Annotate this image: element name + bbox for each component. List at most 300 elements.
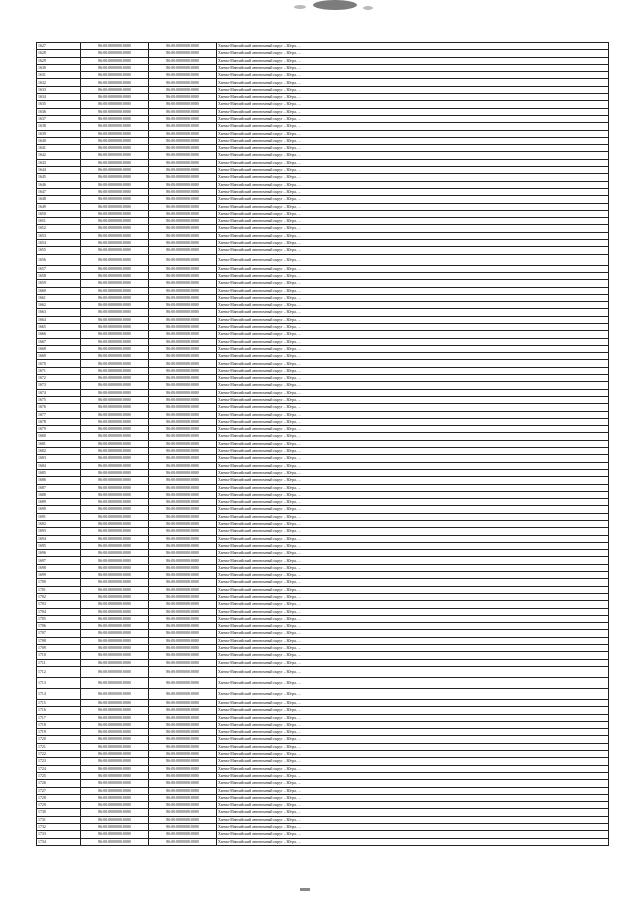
cadastral-number-secondary: 86:00:0000000:0000 <box>149 586 217 593</box>
row-number: 1725 <box>37 772 81 779</box>
table-row <box>37 265 609 272</box>
address-cell: Ханты-Мансийский автономный округ – Югра, ... <box>217 123 609 130</box>
table-row <box>37 499 609 506</box>
table-row <box>37 688 609 699</box>
table-row <box>37 167 609 174</box>
table-row <box>37 123 609 130</box>
address-cell: Ханты-Мансийский автономный округ – Югра, ... <box>217 181 609 188</box>
address-cell: Ханты-Мансийский автономный округ – Югра, ... <box>217 159 609 166</box>
cadastral-number-secondary: 86:00:0000000:0000 <box>149 254 217 265</box>
cadastral-number-secondary: 86:00:0000000:0000 <box>149 816 217 823</box>
row-number: 1639 <box>37 130 81 137</box>
address-cell: Ханты-Мансийский автономный округ – Югра, ... <box>217 652 609 659</box>
row-number: 1702 <box>37 593 81 600</box>
address-cell: Ханты-Мансийский автономный округ – Югра, ... <box>217 287 609 294</box>
row-number: 1698 <box>37 564 81 571</box>
cadastral-number-secondary: 86:00:0000000:0000 <box>149 707 217 714</box>
address-cell: Ханты-Мансийский автономный округ – Югра, ... <box>217 360 609 367</box>
table-row <box>37 396 609 403</box>
cadastral-number-secondary: 86:00:0000000:0000 <box>149 79 217 86</box>
row-number: 1670 <box>37 360 81 367</box>
cadastral-number-primary: 86:00:0000000:0000 <box>81 666 149 677</box>
table-row <box>37 780 609 787</box>
row-number: 1657 <box>37 265 81 272</box>
cadastral-number-primary: 86:00:0000000:0000 <box>81 188 149 195</box>
address-cell: Ханты-Мансийский автономный округ – Югра, ... <box>217 203 609 210</box>
cadastral-number-primary: 86:00:0000000:0000 <box>81 816 149 823</box>
cadastral-number-secondary: 86:00:0000000:0000 <box>149 210 217 217</box>
cadastral-number-secondary: 86:00:0000000:0000 <box>149 433 217 440</box>
cadastral-number-primary: 86:00:0000000:0000 <box>81 145 149 152</box>
row-number: 1631 <box>37 72 81 79</box>
row-number: 1648 <box>37 196 81 203</box>
row-number: 1723 <box>37 758 81 765</box>
table-row <box>37 181 609 188</box>
table-row <box>37 652 609 659</box>
address-cell: Ханты-Мансийский автономный округ – Югра, ... <box>217 316 609 323</box>
address-cell: Ханты-Мансийский автономный округ – Югра, ... <box>217 823 609 830</box>
cadastral-number-primary: 86:00:0000000:0000 <box>81 86 149 93</box>
row-number: 1697 <box>37 557 81 564</box>
cadastral-number-secondary: 86:00:0000000:0000 <box>149 557 217 564</box>
cadastral-number-secondary: 86:00:0000000:0000 <box>149 94 217 101</box>
address-cell: Ханты-Мансийский автономный округ – Югра, ... <box>217 677 609 688</box>
cadastral-number-secondary: 86:00:0000000:0000 <box>149 331 217 338</box>
cadastral-number-primary: 86:00:0000000:0000 <box>81 57 149 64</box>
row-number: 1658 <box>37 272 81 279</box>
address-cell: Ханты-Мансийский автономный округ – Югра, ... <box>217 137 609 144</box>
table-row <box>37 721 609 728</box>
cadastral-number-primary: 86:00:0000000:0000 <box>81 699 149 706</box>
cadastral-number-secondary: 86:00:0000000:0000 <box>149 218 217 225</box>
row-number: 1655 <box>37 247 81 254</box>
address-cell: Ханты-Мансийский автономный округ – Югра, ... <box>217 714 609 721</box>
cadastral-number-secondary: 86:00:0000000:0000 <box>149 123 217 130</box>
table-row <box>37 240 609 247</box>
table-row <box>37 272 609 279</box>
cadastral-number-secondary: 86:00:0000000:0000 <box>149 50 217 57</box>
table-row <box>37 294 609 301</box>
table-row <box>37 331 609 338</box>
address-cell: Ханты-Мансийский автономный округ – Югра, ... <box>217 751 609 758</box>
address-cell: Ханты-Мансийский автономный округ – Югра, ... <box>217 130 609 137</box>
address-cell: Ханты-Мансийский автономный округ – Югра, ... <box>217 601 609 608</box>
cadastral-number-primary: 86:00:0000000:0000 <box>81 751 149 758</box>
table-row <box>37 586 609 593</box>
table-row <box>37 831 609 838</box>
table-row <box>37 115 609 122</box>
cadastral-number-primary: 86:00:0000000:0000 <box>81 652 149 659</box>
cadastral-number-secondary: 86:00:0000000:0000 <box>149 615 217 622</box>
row-number: 1649 <box>37 203 81 210</box>
row-number: 1641 <box>37 145 81 152</box>
address-cell: Ханты-Мансийский автономный округ – Югра, ... <box>217 699 609 706</box>
address-cell: Ханты-Мансийский автономный округ – Югра, ... <box>217 272 609 279</box>
row-number: 1679 <box>37 426 81 433</box>
table-row <box>37 455 609 462</box>
row-number: 1656 <box>37 254 81 265</box>
row-number: 1633 <box>37 86 81 93</box>
cadastral-number-secondary: 86:00:0000000:0000 <box>149 440 217 447</box>
row-number: 1627 <box>37 43 81 50</box>
row-number: 1652 <box>37 225 81 232</box>
row-number: 1709 <box>37 645 81 652</box>
row-number: 1664 <box>37 316 81 323</box>
address-cell: Ханты-Мансийский автономный округ – Югра, ... <box>217 579 609 586</box>
cadastral-number-primary: 86:00:0000000:0000 <box>81 743 149 750</box>
cadastral-number-primary: 86:00:0000000:0000 <box>81 499 149 506</box>
cadastral-number-primary: 86:00:0000000:0000 <box>81 108 149 115</box>
table-row <box>37 601 609 608</box>
cadastral-number-primary: 86:00:0000000:0000 <box>81 535 149 542</box>
row-number: 1695 <box>37 542 81 549</box>
cadastral-number-primary: 86:00:0000000:0000 <box>81 557 149 564</box>
cadastral-number-primary: 86:00:0000000:0000 <box>81 382 149 389</box>
address-cell: Ханты-Мансийский автономный округ – Югра, ... <box>217 772 609 779</box>
row-number: 1666 <box>37 331 81 338</box>
cadastral-number-primary: 86:00:0000000:0000 <box>81 729 149 736</box>
row-number: 1733 <box>37 831 81 838</box>
cadastral-number-primary: 86:00:0000000:0000 <box>81 137 149 144</box>
cadastral-number-primary: 86:00:0000000:0000 <box>81 564 149 571</box>
row-number: 1692 <box>37 521 81 528</box>
table-row <box>37 809 609 816</box>
address-cell: Ханты-Мансийский автономный округ – Югра, ... <box>217 382 609 389</box>
row-number: 1703 <box>37 601 81 608</box>
cadastral-number-secondary: 86:00:0000000:0000 <box>149 272 217 279</box>
cadastral-number-secondary: 86:00:0000000:0000 <box>149 309 217 316</box>
table-row <box>37 418 609 425</box>
cadastral-number-primary: 86:00:0000000:0000 <box>81 615 149 622</box>
cadastral-number-secondary: 86:00:0000000:0000 <box>149 542 217 549</box>
address-cell: Ханты-Мансийский автономный округ – Югра, ... <box>217 637 609 644</box>
address-cell: Ханты-Мансийский автономный округ – Югра, ... <box>217 462 609 469</box>
cadastral-number-primary: 86:00:0000000:0000 <box>81 645 149 652</box>
table-row <box>37 94 609 101</box>
cadastral-number-secondary: 86:00:0000000:0000 <box>149 838 217 845</box>
table-row <box>37 758 609 765</box>
row-number: 1673 <box>37 382 81 389</box>
table-row <box>37 188 609 195</box>
row-number: 1714 <box>37 688 81 699</box>
cadastral-number-secondary: 86:00:0000000:0000 <box>149 637 217 644</box>
cadastral-number-primary: 86:00:0000000:0000 <box>81 593 149 600</box>
table-row <box>37 360 609 367</box>
cadastral-number-primary: 86:00:0000000:0000 <box>81 309 149 316</box>
row-number: 1710 <box>37 652 81 659</box>
address-cell: Ханты-Мансийский автономный округ – Югра, ... <box>217 145 609 152</box>
cadastral-number-secondary: 86:00:0000000:0000 <box>149 699 217 706</box>
table-row <box>37 528 609 535</box>
row-number: 1690 <box>37 506 81 513</box>
cadastral-number-primary: 86:00:0000000:0000 <box>81 736 149 743</box>
table-row <box>37 218 609 225</box>
address-cell: Ханты-Мансийский автономный округ – Югра, ... <box>217 404 609 411</box>
table-row <box>37 302 609 309</box>
address-cell: Ханты-Мансийский автономный округ – Югра, ... <box>217 426 609 433</box>
cadastral-number-secondary: 86:00:0000000:0000 <box>149 499 217 506</box>
cadastral-number-primary: 86:00:0000000:0000 <box>81 677 149 688</box>
cadastral-number-primary: 86:00:0000000:0000 <box>81 294 149 301</box>
row-number: 1662 <box>37 302 81 309</box>
cadastral-number-primary: 86:00:0000000:0000 <box>81 331 149 338</box>
table-row <box>37 623 609 630</box>
table-row <box>37 823 609 830</box>
row-number: 1635 <box>37 101 81 108</box>
cadastral-number-secondary: 86:00:0000000:0000 <box>149 294 217 301</box>
table-row <box>37 542 609 549</box>
cadastral-number-primary: 86:00:0000000:0000 <box>81 316 149 323</box>
cadastral-number-secondary: 86:00:0000000:0000 <box>149 389 217 396</box>
table-row <box>37 137 609 144</box>
address-cell: Ханты-Мансийский автономный округ – Югра, ... <box>217 167 609 174</box>
row-number: 1669 <box>37 353 81 360</box>
table-row <box>37 572 609 579</box>
cadastral-number-secondary: 86:00:0000000:0000 <box>149 115 217 122</box>
cadastral-number-primary: 86:00:0000000:0000 <box>81 623 149 630</box>
cadastral-number-secondary: 86:00:0000000:0000 <box>149 265 217 272</box>
cadastral-number-primary: 86:00:0000000:0000 <box>81 101 149 108</box>
cadastral-number-secondary: 86:00:0000000:0000 <box>149 521 217 528</box>
row-number: 1731 <box>37 816 81 823</box>
table-row <box>37 86 609 93</box>
address-cell: Ханты-Мансийский автономный округ – Югра, ... <box>217 838 609 845</box>
cadastral-number-primary: 86:00:0000000:0000 <box>81 608 149 615</box>
cadastral-number-primary: 86:00:0000000:0000 <box>81 247 149 254</box>
cadastral-number-secondary: 86:00:0000000:0000 <box>149 484 217 491</box>
row-number: 1728 <box>37 794 81 801</box>
cadastral-number-secondary: 86:00:0000000:0000 <box>149 729 217 736</box>
row-number: 1651 <box>37 218 81 225</box>
cadastral-number-primary: 86:00:0000000:0000 <box>81 521 149 528</box>
cadastral-number-primary: 86:00:0000000:0000 <box>81 630 149 637</box>
row-number: 1716 <box>37 707 81 714</box>
cadastral-number-secondary: 86:00:0000000:0000 <box>149 338 217 345</box>
cadastral-number-secondary: 86:00:0000000:0000 <box>149 411 217 418</box>
address-cell: Ханты-Мансийский автономный округ – Югра, ... <box>217 721 609 728</box>
row-number: 1684 <box>37 462 81 469</box>
cadastral-number-secondary: 86:00:0000000:0000 <box>149 513 217 520</box>
cadastral-number-secondary: 86:00:0000000:0000 <box>149 623 217 630</box>
row-number: 1707 <box>37 630 81 637</box>
table-row <box>37 254 609 265</box>
table-row <box>37 535 609 542</box>
row-number: 1708 <box>37 637 81 644</box>
cadastral-number-secondary: 86:00:0000000:0000 <box>149 43 217 50</box>
address-cell: Ханты-Мансийский автономный округ – Югра, ... <box>217 491 609 498</box>
cadastral-number-primary: 86:00:0000000:0000 <box>81 130 149 137</box>
cadastral-number-primary: 86:00:0000000:0000 <box>81 353 149 360</box>
cadastral-number-primary: 86:00:0000000:0000 <box>81 174 149 181</box>
row-number: 1726 <box>37 780 81 787</box>
cadastral-number-secondary: 86:00:0000000:0000 <box>149 72 217 79</box>
table-row <box>37 309 609 316</box>
row-number: 1688 <box>37 491 81 498</box>
cadastral-number-secondary: 86:00:0000000:0000 <box>149 528 217 535</box>
cadastral-number-primary: 86:00:0000000:0000 <box>81 528 149 535</box>
row-number: 1637 <box>37 115 81 122</box>
address-cell: Ханты-Мансийский автономный округ – Югра, ... <box>217 535 609 542</box>
cadastral-number-primary: 86:00:0000000:0000 <box>81 823 149 830</box>
row-number: 1659 <box>37 280 81 287</box>
row-number: 1719 <box>37 729 81 736</box>
cadastral-number-primary: 86:00:0000000:0000 <box>81 550 149 557</box>
cadastral-number-secondary: 86:00:0000000:0000 <box>149 287 217 294</box>
table-row <box>37 506 609 513</box>
address-cell: Ханты-Мансийский автономный округ – Югра, ... <box>217 280 609 287</box>
row-number: 1640 <box>37 137 81 144</box>
row-number: 1676 <box>37 404 81 411</box>
row-number: 1699 <box>37 572 81 579</box>
table-row <box>37 448 609 455</box>
table-row <box>37 659 609 666</box>
cadastral-number-primary: 86:00:0000000:0000 <box>81 758 149 765</box>
cadastral-number-secondary: 86:00:0000000:0000 <box>149 418 217 425</box>
address-cell: Ханты-Мансийский автономный округ – Югра, ... <box>217 615 609 622</box>
cadastral-number-primary: 86:00:0000000:0000 <box>81 794 149 801</box>
table-row <box>37 666 609 677</box>
cadastral-number-primary: 86:00:0000000:0000 <box>81 809 149 816</box>
cadastral-number-secondary: 86:00:0000000:0000 <box>149 225 217 232</box>
row-number: 1687 <box>37 484 81 491</box>
cadastral-number-primary: 86:00:0000000:0000 <box>81 572 149 579</box>
cadastral-number-primary: 86:00:0000000:0000 <box>81 765 149 772</box>
row-number: 1724 <box>37 765 81 772</box>
cadastral-number-primary: 86:00:0000000:0000 <box>81 440 149 447</box>
address-cell: Ханты-Мансийский автономный округ – Югра, ... <box>217 572 609 579</box>
row-number: 1696 <box>37 550 81 557</box>
cadastral-number-secondary: 86:00:0000000:0000 <box>149 677 217 688</box>
address-cell: Ханты-Мансийский автономный округ – Югра, ... <box>217 659 609 666</box>
cadastral-number-primary: 86:00:0000000:0000 <box>81 688 149 699</box>
table-row <box>37 751 609 758</box>
address-cell: Ханты-Мансийский автономный округ – Югра, ... <box>217 331 609 338</box>
cadastral-number-primary: 86:00:0000000:0000 <box>81 181 149 188</box>
row-number: 1689 <box>37 499 81 506</box>
cadastral-number-primary: 86:00:0000000:0000 <box>81 426 149 433</box>
cadastral-number-secondary: 86:00:0000000:0000 <box>149 736 217 743</box>
address-cell: Ханты-Мансийский автономный округ – Югра, ... <box>217 294 609 301</box>
cadastral-number-secondary: 86:00:0000000:0000 <box>149 787 217 794</box>
cadastral-number-primary: 86:00:0000000:0000 <box>81 418 149 425</box>
cadastral-number-primary: 86:00:0000000:0000 <box>81 338 149 345</box>
table-row <box>37 564 609 571</box>
cadastral-number-secondary: 86:00:0000000:0000 <box>149 367 217 374</box>
table-row <box>37 608 609 615</box>
table-row <box>37 174 609 181</box>
row-number: 1645 <box>37 174 81 181</box>
cadastral-number-primary: 86:00:0000000:0000 <box>81 448 149 455</box>
table-row <box>37 196 609 203</box>
table-row <box>37 232 609 239</box>
table-row <box>37 353 609 360</box>
table-row <box>37 645 609 652</box>
cadastral-number-secondary: 86:00:0000000:0000 <box>149 601 217 608</box>
cadastral-number-primary: 86:00:0000000:0000 <box>81 72 149 79</box>
cadastral-number-secondary: 86:00:0000000:0000 <box>149 316 217 323</box>
address-cell: Ханты-Мансийский автономный округ – Югра, ... <box>217 506 609 513</box>
cadastral-number-primary: 86:00:0000000:0000 <box>81 404 149 411</box>
table-row <box>37 108 609 115</box>
table-row <box>37 491 609 498</box>
row-number: 1720 <box>37 736 81 743</box>
cadastral-number-primary: 86:00:0000000:0000 <box>81 838 149 845</box>
cadastral-number-secondary: 86:00:0000000:0000 <box>149 462 217 469</box>
cadastral-number-secondary: 86:00:0000000:0000 <box>149 831 217 838</box>
cadastral-number-secondary: 86:00:0000000:0000 <box>149 108 217 115</box>
cadastral-number-secondary: 86:00:0000000:0000 <box>149 240 217 247</box>
row-number: 1650 <box>37 210 81 217</box>
land-plots-table <box>36 42 609 846</box>
cadastral-number-primary: 86:00:0000000:0000 <box>81 232 149 239</box>
table-row <box>37 630 609 637</box>
cadastral-number-primary: 86:00:0000000:0000 <box>81 491 149 498</box>
table-row <box>37 247 609 254</box>
table-row <box>37 637 609 644</box>
cadastral-number-primary: 86:00:0000000:0000 <box>81 802 149 809</box>
address-cell: Ханты-Мансийский автономный округ – Югра, ... <box>217 433 609 440</box>
table-row <box>37 765 609 772</box>
table-row <box>37 772 609 779</box>
cadastral-number-secondary: 86:00:0000000:0000 <box>149 152 217 159</box>
table-row <box>37 323 609 330</box>
cadastral-number-primary: 86:00:0000000:0000 <box>81 396 149 403</box>
row-number: 1638 <box>37 123 81 130</box>
address-cell: Ханты-Мансийский автономный округ – Югра, ... <box>217 528 609 535</box>
cadastral-number-secondary: 86:00:0000000:0000 <box>149 181 217 188</box>
row-number: 1629 <box>37 57 81 64</box>
cadastral-number-secondary: 86:00:0000000:0000 <box>149 375 217 382</box>
cadastral-number-secondary: 86:00:0000000:0000 <box>149 550 217 557</box>
table-row <box>37 521 609 528</box>
row-number: 1677 <box>37 411 81 418</box>
cadastral-number-secondary: 86:00:0000000:0000 <box>149 630 217 637</box>
row-number: 1693 <box>37 528 81 535</box>
table-row <box>37 382 609 389</box>
cadastral-number-secondary: 86:00:0000000:0000 <box>149 491 217 498</box>
row-number: 1672 <box>37 375 81 382</box>
address-cell: Ханты-Мансийский автономный округ – Югра, ... <box>217 831 609 838</box>
cadastral-number-primary: 86:00:0000000:0000 <box>81 367 149 374</box>
cadastral-number-primary: 86:00:0000000:0000 <box>81 831 149 838</box>
address-cell: Ханты-Мансийский автономный округ – Югра, ... <box>217 688 609 699</box>
table-row <box>37 225 609 232</box>
address-cell: Ханты-Мансийский автономный округ – Югра, ... <box>217 174 609 181</box>
cadastral-number-secondary: 86:00:0000000:0000 <box>149 579 217 586</box>
table-row <box>37 338 609 345</box>
address-cell: Ханты-Мансийский автономный округ – Югра, ... <box>217 323 609 330</box>
cadastral-number-secondary: 86:00:0000000:0000 <box>149 174 217 181</box>
cadastral-number-secondary: 86:00:0000000:0000 <box>149 280 217 287</box>
cadastral-number-primary: 86:00:0000000:0000 <box>81 542 149 549</box>
row-number: 1680 <box>37 433 81 440</box>
address-cell: Ханты-Мансийский автономный округ – Югра, ... <box>217 418 609 425</box>
address-cell: Ханты-Мансийский автономный округ – Югра, ... <box>217 338 609 345</box>
address-cell: Ханты-Мансийский автономный округ – Югра, ... <box>217 64 609 71</box>
address-cell: Ханты-Мансийский автономный округ – Югра, ... <box>217 353 609 360</box>
address-cell: Ханты-Мансийский автономный округ – Югра, ... <box>217 265 609 272</box>
cadastral-number-primary: 86:00:0000000:0000 <box>81 462 149 469</box>
address-cell: Ханты-Мансийский автономный округ – Югра, ... <box>217 72 609 79</box>
cadastral-number-primary: 86:00:0000000:0000 <box>81 152 149 159</box>
cadastral-number-secondary: 86:00:0000000:0000 <box>149 196 217 203</box>
cadastral-number-secondary: 86:00:0000000:0000 <box>149 772 217 779</box>
cadastral-number-primary: 86:00:0000000:0000 <box>81 659 149 666</box>
address-cell: Ханты-Мансийский автономный округ – Югра, ... <box>217 666 609 677</box>
table-row <box>37 64 609 71</box>
table-row <box>37 145 609 152</box>
cadastral-number-primary: 86:00:0000000:0000 <box>81 240 149 247</box>
